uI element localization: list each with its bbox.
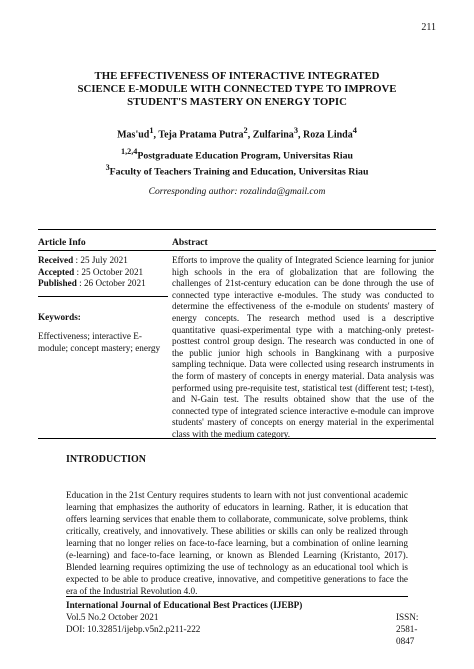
date-label: Received <box>38 255 74 265</box>
date-value: : 25 July 2021 <box>75 255 128 265</box>
affiliation <box>40 162 434 178</box>
journal-name: International Journal of Educational Best Practices (IJEBP) <box>66 600 303 610</box>
paper-title <box>40 70 434 109</box>
top-rule <box>38 229 436 230</box>
abstract-text: Efforts to improve the quality of Integrated Science learning for junior high schools in the era of globalization that are following the challenges of 21st-century education can be done through the use of connected type interactive e-modules. The study was conducted to determine the effectiveness of the e-module on students' mastery of energy concepts. The research method used is a descriptive quantitative quasi-experimental type with a matching-only pretest-posttest control group design. The research was conducted in one of the public junior high schools in Bangkinang with a purposive sampling technique. Data were collected using research instruments in the form of mastery of concepts in energy material. Data analysis was performed using pre-requisite test, statistical test (different test; t-test), and N-Gain test. The results obtained show that the use of the connected type of integrated science interactive e-module can improve students' mastery of concepts on energy material in the experimental class with the medium category. <box>172 255 434 439</box>
date-row <box>38 278 166 290</box>
bottom-rule <box>38 438 436 439</box>
date-label: Published <box>38 278 77 288</box>
affiliations <box>40 146 434 179</box>
author-name: Roza Linda <box>302 129 353 141</box>
page-number: 211 <box>421 22 436 33</box>
title-line: STUDENT'S MASTERY ON ENERGY TOPIC <box>127 96 347 108</box>
dates-rule <box>38 296 168 297</box>
date-row <box>38 255 166 267</box>
date-label: Accepted <box>38 266 75 277</box>
title-line: THE EFFECTIVENESS OF INTERACTIVE INTEGRATED <box>94 70 380 82</box>
author-list: $Mas'ud^1$, Teja Pratama Putra$^2$, Zulfarina$^3$, Roza Linda$^4$ <box>117 126 357 141</box>
author-name: Mas'ud <box>117 129 150 141</box>
author-sup: 2 <box>243 126 248 135</box>
journal-issn: ISSN: 2581-0847 <box>396 612 419 646</box>
author-sup: 4 <box>352 126 357 135</box>
date-row <box>38 267 166 279</box>
journal-volume: Vol.5 No.2 October 2021 <box>66 612 159 622</box>
keywords-text: Effectiveness; interactive E-module; concept mastery; energy <box>38 331 161 353</box>
affiliation-text: Faculty of Teachers Training and Education, Universitas Riau <box>109 166 369 178</box>
affiliation-sup: 3 <box>105 163 110 173</box>
article-info-heading: Article Info <box>38 237 86 248</box>
doi: DOI: 10.32851/ijebp.v5n2.p211-222 <box>66 624 201 634</box>
author-name: Teja Pratama Putra <box>158 129 244 141</box>
author-sup: 3 <box>293 126 298 135</box>
introduction-paragraph: Education in the 21st Century requires students to learn with not just conventional academic learning that emphasizes the authority of educators in learning. Rather, it is education that offers learning services that enable them to collaborate, communicate, solve problems, think critically, creatively, and innovatively. These abilities or skills can only be realized through learning that no longer relies on face-to-face learning, but a combination of online learning (e-learning) and face-to-face learning, or known as Blended Learning (Kristanto, 2017). Blended learning requires optimizing the use of technology as an educational tool which is expected to be able to produce creative, innovative, and competitive generations to face the era of the Industrial Revolution 4.0. <box>66 490 408 596</box>
introduction-heading: INTRODUCTION <box>66 454 147 465</box>
abstract-heading: Abstract <box>172 237 208 248</box>
affiliation-sup: 1,2,4 <box>121 147 138 156</box>
affiliation <box>40 146 434 162</box>
footer-doi <box>66 623 408 635</box>
keywords-heading: Keywords: <box>38 312 81 322</box>
date-value: : 25 October 2021 <box>76 266 144 277</box>
footer-journal <box>66 599 408 611</box>
author-sup: 1 <box>149 126 154 135</box>
article-dates <box>38 255 166 290</box>
corresponding-author: Corresponding author: rozalinda@gmail.com <box>148 186 326 197</box>
footer-rule <box>66 596 408 597</box>
affiliation-text: Postgraduate Education Program, Universitas Riau <box>137 150 353 162</box>
date-value: : 26 October 2021 <box>79 278 146 288</box>
header-rule <box>38 250 436 251</box>
author-name: Zulfarina <box>252 129 294 141</box>
title-line: SCIENCE E-MODULE WITH CONNECTED TYPE TO IMPROVE <box>77 83 397 95</box>
